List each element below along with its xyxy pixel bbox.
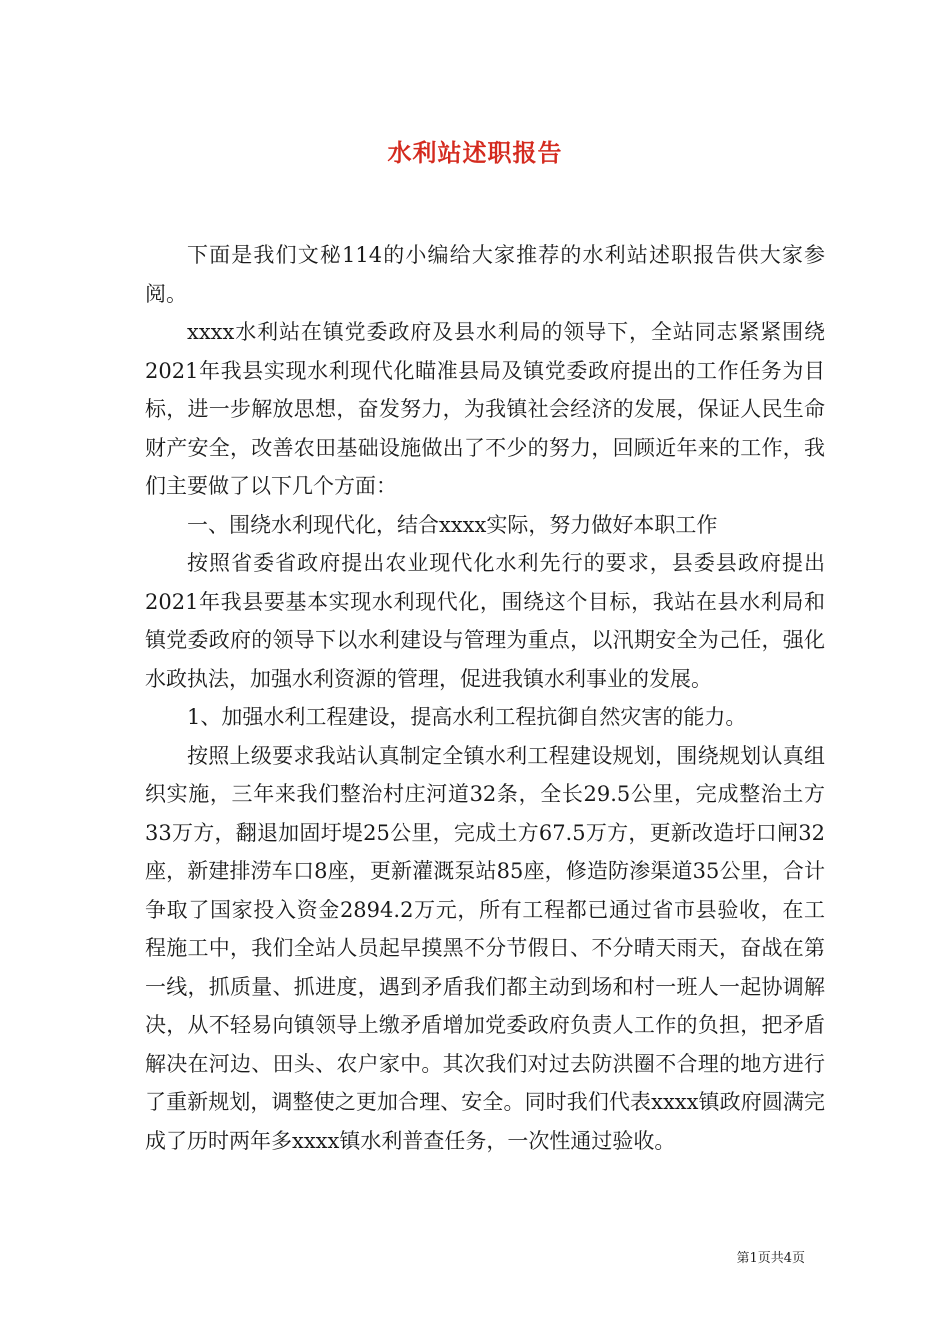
section-heading-1: 一、围绕水利现代化，结合xxxx实际，努力做好本职工作 <box>187 512 718 537</box>
paragraph-construction: 按照上级要求我站认真制定全镇水利工程建设规划，围绕规划认真组织实施，三年来我们整治村庄河道32条，全长29.5公里，完成整治土方33万方，翻退加固圩堤25公里，完成土方67.5万方，更新改造圩口闸32座，新建排涝车口8座，更新灌溉泵站85座，修造防渗渠道35公里，合计争取了国家投入资金2894.2万元，所有工程都已通过省市县验收，在工程施工中，我们全站人员起早摸黑不分节假日、不分晴天雨天，奋战在第一线，抓质量、抓进度，遇到矛盾我们都主动到场和村一班人一起协调解决，从不轻易向镇领导上缴矛盾增加党委政府负责人工作的负担，把矛盾解决在河边、田头、农户家中。其次我们对过去防洪圈不合理的地方进行了重新规划，调整使之更加合理、安全。同时我们代表xxxx镇政府圆满完成了历时两年多xxxx镇水利普查任务，一次性通过验收。 <box>145 743 825 1153</box>
document-title: 水利站述职报告 <box>387 138 563 167</box>
paragraph-intro: 下面是我们文秘114的小编给大家推荐的水利站述职报告供大家参阅。 <box>145 243 825 306</box>
subsection-heading-1: 1、加强水利工程建设，提高水利工程抗御自然灾害的能力。 <box>187 705 747 729</box>
page-number: 第1页共4页 <box>736 1251 805 1266</box>
paragraph-overview: xxxx水利站在镇党委政府及县水利局的领导下，全站同志紧紧围绕2021年我县实现水利现代化瞄准县局及镇党委政府提出的工作任务为目标，进一步解放思想，奋发努力，为我镇社会经济的发展，保证人民生命财产安全，改善农田基础设施做出了不少的努力，回顾近年来的工作，我们主要做了以下几个方面： <box>145 320 825 498</box>
document-body <box>145 236 825 1160</box>
paragraph-modernization: 按照省委省政府提出农业现代化水利先行的要求，县委县政府提出2021年我县要基本实现水利现代化，围绕这个目标，我站在县水利局和镇党委政府的领导下以水利建设与管理为重点，以汛期安全为己任，强化水政执法，加强水利资源的管理，促进我镇水利事业的发展。 <box>145 551 825 691</box>
